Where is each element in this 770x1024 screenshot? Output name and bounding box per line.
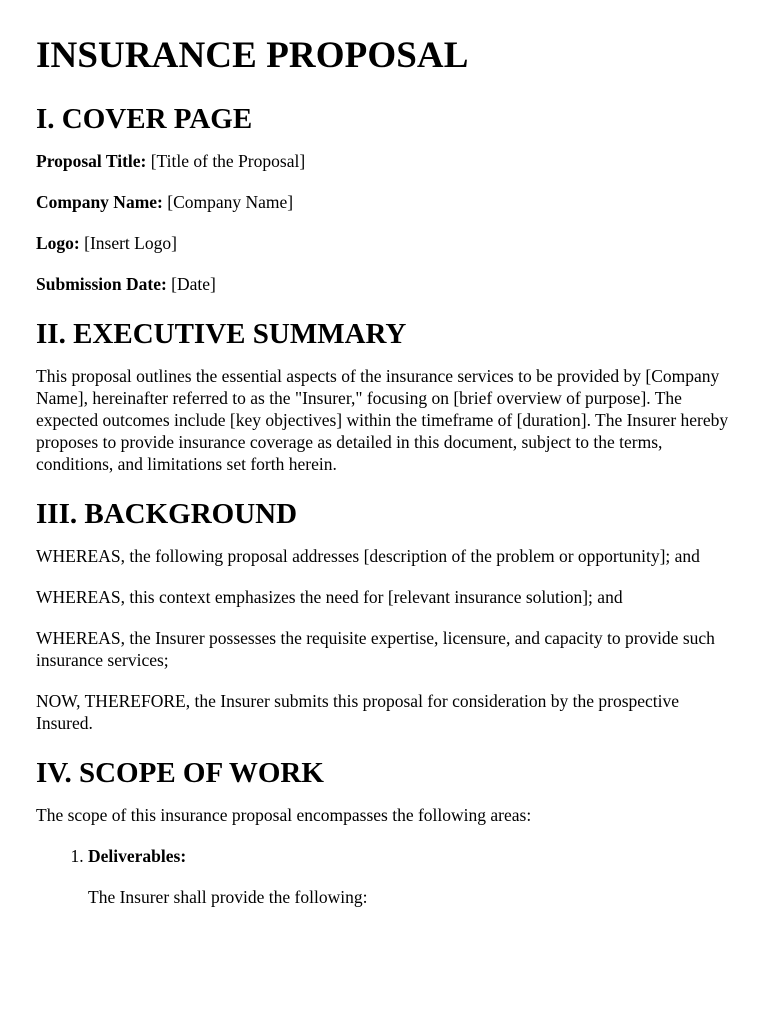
- background-heading: III. BACKGROUND: [36, 498, 298, 530]
- background-paragraph: WHEREAS, the following proposal addresses [description of the problem or opportunity]; and: [36, 546, 700, 566]
- logo-field: [36, 232, 734, 254]
- logo-value: [Insert Logo]: [84, 233, 177, 253]
- background-paragraph: WHEREAS, the Insurer possesses the requisite expertise, licensure, and capacity to provide such insurance services;: [36, 628, 715, 670]
- cover-page-section: [36, 102, 734, 295]
- scope-intro-paragraph: The scope of this insurance proposal encompasses the following areas:: [36, 805, 532, 825]
- scope-of-work-section: [36, 756, 734, 908]
- cover-page-heading: I. COVER PAGE: [36, 103, 253, 135]
- scope-of-work-heading: IV. SCOPE OF WORK: [36, 757, 324, 789]
- executive-summary-heading: II. EXECUTIVE SUMMARY: [36, 318, 407, 350]
- submission-date-field: [36, 273, 734, 295]
- logo-label: Logo:: [36, 233, 80, 253]
- proposal-title-field: [36, 150, 734, 172]
- proposal-title-label: Proposal Title:: [36, 151, 147, 171]
- scope-list: [36, 845, 734, 908]
- executive-summary-section: [36, 317, 734, 475]
- submission-date-value: [Date]: [171, 274, 216, 294]
- company-name-label: Company Name:: [36, 192, 163, 212]
- deliverables-label: Deliverables:: [88, 846, 187, 866]
- company-name-value: [Company Name]: [167, 192, 294, 212]
- executive-summary-paragraph: This proposal outlines the essential aspects of the insurance services to be provided by [Company Name], hereinafter referred to as the "Insurer," focusing on [brief overview of purpose]. The expected outcomes include [key objectives] within the timeframe of [duration]. The Insurer hereby proposes to provide insurance coverage as detailed in this document, subject to the terms, conditions, and limitations set forth herein.: [36, 366, 729, 474]
- document-title: INSURANCE PROPOSAL: [36, 35, 469, 76]
- background-section: [36, 497, 734, 734]
- proposal-title-value: [Title of the Proposal]: [150, 151, 306, 171]
- scope-list-item: [88, 845, 734, 908]
- background-paragraph: NOW, THEREFORE, the Insurer submits this proposal for consideration by the prospective Insured.: [36, 691, 680, 733]
- submission-date-label: Submission Date:: [36, 274, 167, 294]
- background-paragraph: WHEREAS, this context emphasizes the need for [relevant insurance solution]; and: [36, 587, 623, 607]
- deliverables-text: The Insurer shall provide the following:: [88, 887, 368, 907]
- company-name-field: [36, 191, 734, 213]
